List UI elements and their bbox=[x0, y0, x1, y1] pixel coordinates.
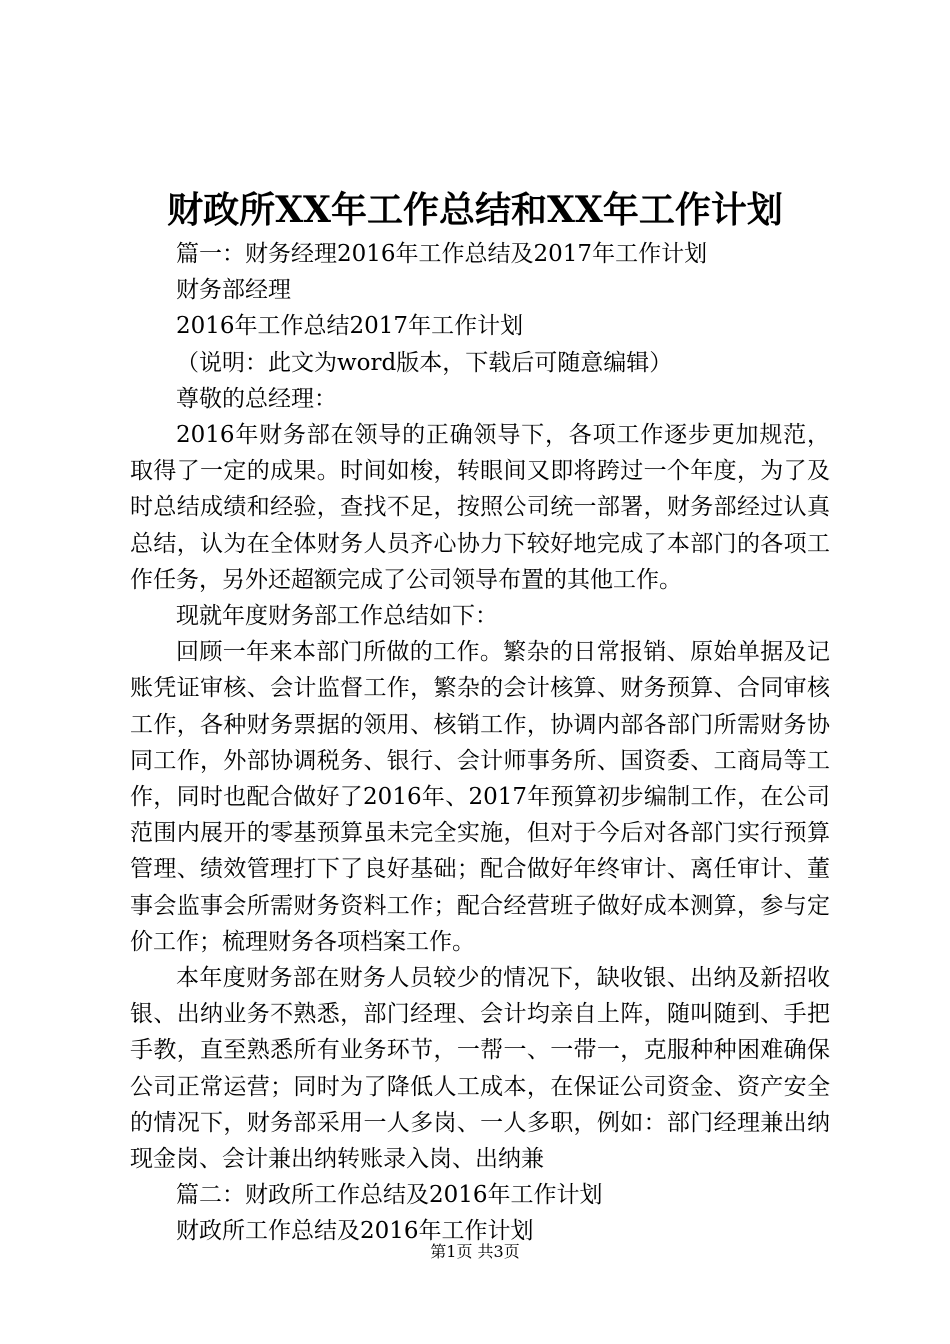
paragraph: 财政所工作总结及2016年工作计划 bbox=[176, 1218, 534, 1245]
paragraph: 本年度财务部在财务人员较少的情况下，缺收银、出纳及新招收银、出纳业务不熟悉，部门经理、会计均亲自上阵，随叫随到、手把手教，直至熟悉所有业务环节，一帮一、一带一，克服种种困难确保公司正常运营；同时为了降低人工成本，在保证公司资金、资产安全的情况下，财务部采用一人多岗、一人多职，例如：部门经理兼出纳现金岗、会计兼出纳转账录入岗、出纳兼 bbox=[130, 965, 830, 1173]
section-heading: 篇二：财政所工作总结及2016年工作计划 bbox=[176, 1182, 603, 1209]
salutation: 尊敬的总经理： bbox=[176, 385, 337, 412]
paragraph: 2016年工作总结2017年工作计划 bbox=[176, 313, 524, 340]
paragraph: 回顾一年来本部门所做的工作。繁杂的日常报销、原始单据及记账凭证审核、会计监督工作，繁杂的会计核算、财务预算、合同审核工作，各种财务票据的领用、核销工作，协调内部各部门所需财务协同工作，外部协调税务、银行、会计师事务所、国资委、工商局等工作，同时也配合做好了2016年、2017年预算初步编制工作，在公司范围内展开的零基预算虽未完全实施，但对于今后对各部门实行预算管理、绩效管理打下了良好基础；配合做好年终审计、离任审计、董事会监事会所需财务资料工作；配合经营班子做好成本测算，参与定价工作；梳理财务各项档案工作。 bbox=[130, 639, 830, 955]
document-title: 财政所XX年工作总结和XX年工作计划 bbox=[167, 189, 783, 231]
page-number: 第1页 共3页 bbox=[430, 1242, 520, 1261]
paragraph: （说明：此文为word版本，下载后可随意编辑） bbox=[176, 349, 673, 376]
paragraph: 现就年度财务部工作总结如下： bbox=[176, 603, 498, 630]
paragraph: 2016年财务部在领导的正确领导下，各项工作逐步更加规范，取得了一定的成果。时间如梭，转眼间又即将跨过一个年度，为了及时总结成绩和经验，查找不足，按照公司统一部署，财务部经过认真总结，认为在全体财务人员齐心协力下较好地完成了本部门的各项工作任务，另外还超额完成了公司领导布置的其他工作。 bbox=[130, 422, 830, 593]
section-heading: 篇一：财务经理2016年工作总结及2017年工作计划 bbox=[176, 241, 708, 267]
paragraph: 财务部经理 bbox=[176, 277, 291, 304]
document-body bbox=[130, 236, 830, 1250]
